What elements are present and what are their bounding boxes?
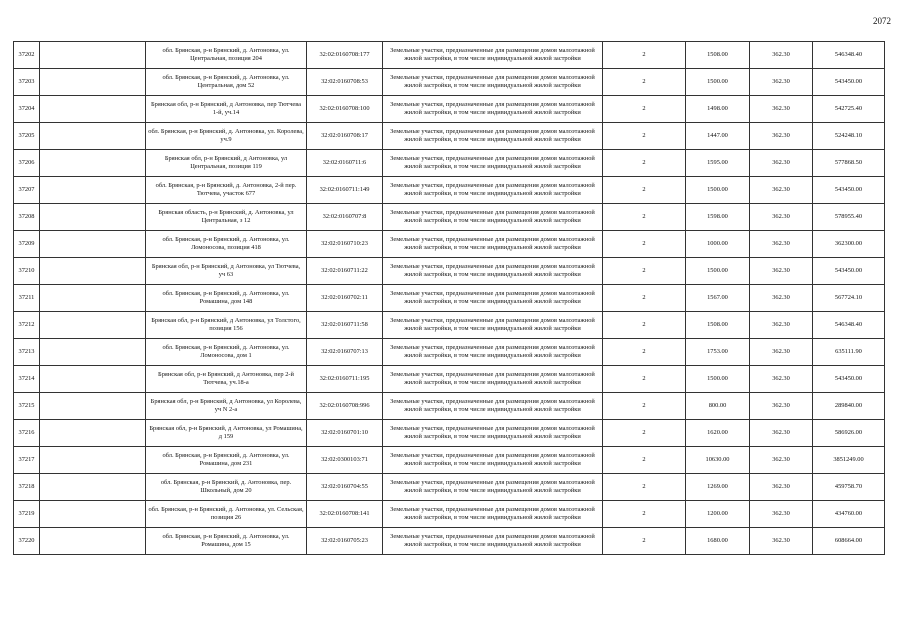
address-cell: Брянская обл, р-н Брянский, д Антоновка, ул Толстого, позиция 156 <box>146 312 307 339</box>
cadastral-value-cell: 289840.00 <box>813 393 885 420</box>
cadastral-value-cell: 567724.10 <box>813 285 885 312</box>
address-cell: обл. Брянская, р-н Брянский, д. Антоновка, ул. Ломоносова, дом 1 <box>146 339 307 366</box>
table-row <box>14 69 885 96</box>
table-row <box>14 150 885 177</box>
address-cell: Брянская обл, р-н Брянский, д Антоновка, ул Королева, уч N 2-а <box>146 393 307 420</box>
record-number: 37217 <box>14 447 40 474</box>
table-body <box>14 42 885 555</box>
table-row <box>14 204 885 231</box>
unit-value-cell: 362.30 <box>750 123 813 150</box>
land-use-cell: Земельные участки, предназначенные для размещения домов малоэтажной жилой застройки, в том числе индивидуальной жилой застройки <box>383 420 603 447</box>
area-cell: 1500.00 <box>686 258 750 285</box>
category-code-cell: 2 <box>603 231 686 258</box>
table-row <box>14 123 885 150</box>
category-code-cell: 2 <box>603 42 686 69</box>
record-number: 37203 <box>14 69 40 96</box>
cadastral-value-cell: 543450.00 <box>813 69 885 96</box>
area-cell: 1680.00 <box>686 528 750 555</box>
table-row <box>14 474 885 501</box>
record-number: 37216 <box>14 420 40 447</box>
record-number: 37215 <box>14 393 40 420</box>
cadastral-number-cell: 32:02:0160708:141 <box>307 501 383 528</box>
address-cell: обл. Брянская, р-н Брянский, д. Антоновка, 2-й пер. Тютчева, участок 677 <box>146 177 307 204</box>
land-use-cell: Земельные участки, предназначенные для размещения домов малоэтажной жилой застройки, в том числе индивидуальной жилой застройки <box>383 258 603 285</box>
land-use-cell: Земельные участки, предназначенные для размещения домов малоэтажной жилой застройки, в том числе индивидуальной жилой застройки <box>383 447 603 474</box>
unit-value-cell: 362.30 <box>750 69 813 96</box>
area-cell: 800.00 <box>686 393 750 420</box>
category-code-cell: 2 <box>603 528 686 555</box>
unit-value-cell: 362.30 <box>750 231 813 258</box>
cadastral-number-cell: 32:02:0160704:55 <box>307 474 383 501</box>
cadastral-value-cell: 608664.00 <box>813 528 885 555</box>
address-cell: обл. Брянская, р-н Брянский, д. Антоновка, ул. Сельская, позиция 26 <box>146 501 307 528</box>
land-use-cell: Земельные участки, предназначенные для размещения домов малоэтажной жилой застройки, в том числе индивидуальной жилой застройки <box>383 69 603 96</box>
cadastral-value-cell: 524248.10 <box>813 123 885 150</box>
record-number: 37208 <box>14 204 40 231</box>
unit-value-cell: 362.30 <box>750 150 813 177</box>
cadastral-number-cell: 32:02:0160711:6 <box>307 150 383 177</box>
area-cell: 1598.00 <box>686 204 750 231</box>
cadastral-number-cell: 32:02:0160708:17 <box>307 123 383 150</box>
category-code-cell: 2 <box>603 393 686 420</box>
land-use-cell: Земельные участки, предназначенные для размещения домов малоэтажной жилой застройки, в том числе индивидуальной жилой застройки <box>383 177 603 204</box>
category-code-cell: 2 <box>603 474 686 501</box>
area-cell: 1500.00 <box>686 177 750 204</box>
unit-value-cell: 362.30 <box>750 393 813 420</box>
unit-value-cell: 362.30 <box>750 339 813 366</box>
area-cell: 1500.00 <box>686 69 750 96</box>
cadastral-value-cell: 459758.70 <box>813 474 885 501</box>
cadastral-number-cell: 32:02:0300103:71 <box>307 447 383 474</box>
category-code-cell: 2 <box>603 177 686 204</box>
address-cell: обл. Брянская, р-н Брянский, д. Антоновка, ул. Ромашина, дом 148 <box>146 285 307 312</box>
area-cell: 1753.00 <box>686 339 750 366</box>
category-code-cell: 2 <box>603 420 686 447</box>
address-cell: Брянская обл, р-н Брянский, д Антоновка, ул Тютчева, уч 63 <box>146 258 307 285</box>
empty-cell <box>40 339 146 366</box>
table-row <box>14 447 885 474</box>
area-cell: 1567.00 <box>686 285 750 312</box>
empty-cell <box>40 204 146 231</box>
empty-cell <box>40 420 146 447</box>
area-cell: 1500.00 <box>686 366 750 393</box>
address-cell: обл. Брянская, р-н Брянский, д. Антоновка, ул. Ромашина, дом 15 <box>146 528 307 555</box>
table-row <box>14 366 885 393</box>
record-number: 37213 <box>14 339 40 366</box>
area-cell: 1508.00 <box>686 312 750 339</box>
category-code-cell: 2 <box>603 204 686 231</box>
unit-value-cell: 362.30 <box>750 501 813 528</box>
land-use-cell: Земельные участки, предназначенные для размещения домов малоэтажной жилой застройки, в том числе индивидуальной жилой застройки <box>383 528 603 555</box>
cadastral-value-cell: 543450.00 <box>813 177 885 204</box>
category-code-cell: 2 <box>603 501 686 528</box>
cadastral-value-cell: 542725.40 <box>813 96 885 123</box>
empty-cell <box>40 285 146 312</box>
land-use-cell: Земельные участки, предназначенные для размещения домов малоэтажной жилой застройки, в том числе индивидуальной жилой застройки <box>383 474 603 501</box>
cadastral-number-cell: 32:02:0160708:100 <box>307 96 383 123</box>
table-row <box>14 528 885 555</box>
cadastral-number-cell: 32:02:0160711:22 <box>307 258 383 285</box>
table-row <box>14 393 885 420</box>
land-use-cell: Земельные участки, предназначенные для размещения домов малоэтажной жилой застройки, в том числе индивидуальной жилой застройки <box>383 150 603 177</box>
empty-cell <box>40 501 146 528</box>
cadastral-value-cell: 635111.90 <box>813 339 885 366</box>
record-number: 37210 <box>14 258 40 285</box>
category-code-cell: 2 <box>603 339 686 366</box>
empty-cell <box>40 42 146 69</box>
cadastral-number-cell: 32:02:0160711:58 <box>307 312 383 339</box>
category-code-cell: 2 <box>603 69 686 96</box>
area-cell: 1620.00 <box>686 420 750 447</box>
address-cell: обл. Брянская, р-н Брянский, д. Антоновка, ул. Центральная, дом 52 <box>146 69 307 96</box>
land-registry-table <box>13 41 885 555</box>
cadastral-number-cell: 32:02:0160711:149 <box>307 177 383 204</box>
unit-value-cell: 362.30 <box>750 42 813 69</box>
empty-cell <box>40 258 146 285</box>
record-number: 37205 <box>14 123 40 150</box>
empty-cell <box>40 447 146 474</box>
address-cell: Брянская обл, р-н Брянский, д Антоновка, пер 2-й Тютчева, уч.18-а <box>146 366 307 393</box>
table-row <box>14 96 885 123</box>
unit-value-cell: 362.30 <box>750 177 813 204</box>
table-row <box>14 501 885 528</box>
address-cell: Брянская обл, р-н Брянский, д Антоновка, пер Тютчева 1-й, уч.14 <box>146 96 307 123</box>
record-number: 37212 <box>14 312 40 339</box>
unit-value-cell: 362.30 <box>750 285 813 312</box>
address-cell: обл. Брянская, р-н Брянский, д. Антоновка, ул. Центральная, позиция 204 <box>146 42 307 69</box>
category-code-cell: 2 <box>603 123 686 150</box>
empty-cell <box>40 150 146 177</box>
land-use-cell: Земельные участки, предназначенные для размещения домов малоэтажной жилой застройки, в том числе индивидуальной жилой застройки <box>383 312 603 339</box>
area-cell: 1200.00 <box>686 501 750 528</box>
area-cell: 1000.00 <box>686 231 750 258</box>
empty-cell <box>40 312 146 339</box>
cadastral-number-cell: 32:02:0160705:23 <box>307 528 383 555</box>
record-number: 37211 <box>14 285 40 312</box>
cadastral-number-cell: 32:02:0160708:996 <box>307 393 383 420</box>
category-code-cell: 2 <box>603 96 686 123</box>
unit-value-cell: 362.30 <box>750 258 813 285</box>
area-cell: 1269.00 <box>686 474 750 501</box>
cadastral-value-cell: 434760.00 <box>813 501 885 528</box>
address-cell: обл. Брянская, р-н Брянский, д. Антоновка, ул. Ломоносова, позиция 418 <box>146 231 307 258</box>
address-cell: обл. Брянская, р-н Брянский, д. Антоновка, ул. Ромашина, дом 231 <box>146 447 307 474</box>
table-row <box>14 177 885 204</box>
cadastral-value-cell: 586926.00 <box>813 420 885 447</box>
area-cell: 1595.00 <box>686 150 750 177</box>
table-row <box>14 231 885 258</box>
table-row <box>14 258 885 285</box>
land-use-cell: Земельные участки, предназначенные для размещения домов малоэтажной жилой застройки, в том числе индивидуальной жилой застройки <box>383 123 603 150</box>
empty-cell <box>40 177 146 204</box>
cadastral-number-cell: 32:02:0160702:11 <box>307 285 383 312</box>
area-cell: 1447.00 <box>686 123 750 150</box>
category-code-cell: 2 <box>603 312 686 339</box>
record-number: 37204 <box>14 96 40 123</box>
cadastral-number-cell: 32:02:0160710:23 <box>307 231 383 258</box>
unit-value-cell: 362.30 <box>750 420 813 447</box>
land-use-cell: Земельные участки, предназначенные для размещения домов малоэтажной жилой застройки, в том числе индивидуальной жилой застройки <box>383 501 603 528</box>
cadastral-number-cell: 32:02:0160707:13 <box>307 339 383 366</box>
area-cell: 10630.00 <box>686 447 750 474</box>
unit-value-cell: 362.30 <box>750 204 813 231</box>
cadastral-number-cell: 32:02:0160707:8 <box>307 204 383 231</box>
area-cell: 1508.00 <box>686 42 750 69</box>
record-number: 37209 <box>14 231 40 258</box>
unit-value-cell: 362.30 <box>750 474 813 501</box>
empty-cell <box>40 528 146 555</box>
table-row <box>14 312 885 339</box>
address-cell: Брянская область, р-н Брянский, д. Антоновка, ул Центральная, з 12 <box>146 204 307 231</box>
address-cell: Брянская обл, р-н Брянский, д Антоновка, ул Центральная, позиция 119 <box>146 150 307 177</box>
cadastral-value-cell: 546348.40 <box>813 312 885 339</box>
address-cell: обл. Брянская, р-н Брянский, д. Антоновка, ул. Королева, уч.9 <box>146 123 307 150</box>
land-use-cell: Земельные участки, предназначенные для размещения домов малоэтажной жилой застройки, в том числе индивидуальной жилой застройки <box>383 366 603 393</box>
unit-value-cell: 362.30 <box>750 528 813 555</box>
empty-cell <box>40 123 146 150</box>
cadastral-value-cell: 3851249.00 <box>813 447 885 474</box>
land-use-cell: Земельные участки, предназначенные для размещения домов малоэтажной жилой застройки, в том числе индивидуальной жилой застройки <box>383 96 603 123</box>
category-code-cell: 2 <box>603 285 686 312</box>
category-code-cell: 2 <box>603 366 686 393</box>
address-cell: Брянская обл, р-н Брянский, д Антоновка, ул Ромашина, д 159 <box>146 420 307 447</box>
record-number: 37219 <box>14 501 40 528</box>
cadastral-value-cell: 577868.50 <box>813 150 885 177</box>
cadastral-value-cell: 543450.00 <box>813 366 885 393</box>
address-cell: обл. Брянская, р-н Брянский, д. Антоновка, пер. Школьный, дом 20 <box>146 474 307 501</box>
cadastral-number-cell: 32:02:0160711:195 <box>307 366 383 393</box>
cadastral-number-cell: 32:02:0160701:10 <box>307 420 383 447</box>
category-code-cell: 2 <box>603 150 686 177</box>
cadastral-value-cell: 362300.00 <box>813 231 885 258</box>
land-use-cell: Земельные участки, предназначенные для размещения домов малоэтажной жилой застройки, в том числе индивидуальной жилой застройки <box>383 339 603 366</box>
cadastral-value-cell: 543450.00 <box>813 258 885 285</box>
unit-value-cell: 362.30 <box>750 447 813 474</box>
table-row <box>14 420 885 447</box>
record-number: 37220 <box>14 528 40 555</box>
unit-value-cell: 362.30 <box>750 312 813 339</box>
table-row <box>14 339 885 366</box>
page-number: 2072 <box>873 16 891 26</box>
empty-cell <box>40 231 146 258</box>
land-use-cell: Земельные участки, предназначенные для размещения домов малоэтажной жилой застройки, в том числе индивидуальной жилой застройки <box>383 285 603 312</box>
record-number: 37207 <box>14 177 40 204</box>
record-number: 37206 <box>14 150 40 177</box>
land-use-cell: Земельные участки, предназначенные для размещения домов малоэтажной жилой застройки, в том числе индивидуальной жилой застройки <box>383 231 603 258</box>
empty-cell <box>40 96 146 123</box>
unit-value-cell: 362.30 <box>750 96 813 123</box>
record-number: 37202 <box>14 42 40 69</box>
table-row <box>14 285 885 312</box>
empty-cell <box>40 393 146 420</box>
category-code-cell: 2 <box>603 258 686 285</box>
cadastral-value-cell: 546348.40 <box>813 42 885 69</box>
area-cell: 1498.00 <box>686 96 750 123</box>
category-code-cell: 2 <box>603 447 686 474</box>
land-use-cell: Земельные участки, предназначенные для размещения домов малоэтажной жилой застройки, в том числе индивидуальной жилой застройки <box>383 42 603 69</box>
cadastral-number-cell: 32:02:0160708:53 <box>307 69 383 96</box>
cadastral-value-cell: 578955.40 <box>813 204 885 231</box>
land-use-cell: Земельные участки, предназначенные для размещения домов малоэтажной жилой застройки, в том числе индивидуальной жилой застройки <box>383 393 603 420</box>
empty-cell <box>40 474 146 501</box>
record-number: 37218 <box>14 474 40 501</box>
land-use-cell: Земельные участки, предназначенные для размещения домов малоэтажной жилой застройки, в том числе индивидуальной жилой застройки <box>383 204 603 231</box>
empty-cell <box>40 366 146 393</box>
empty-cell <box>40 69 146 96</box>
cadastral-number-cell: 32:02:0160708:177 <box>307 42 383 69</box>
record-number: 37214 <box>14 366 40 393</box>
unit-value-cell: 362.30 <box>750 366 813 393</box>
table-row <box>14 42 885 69</box>
